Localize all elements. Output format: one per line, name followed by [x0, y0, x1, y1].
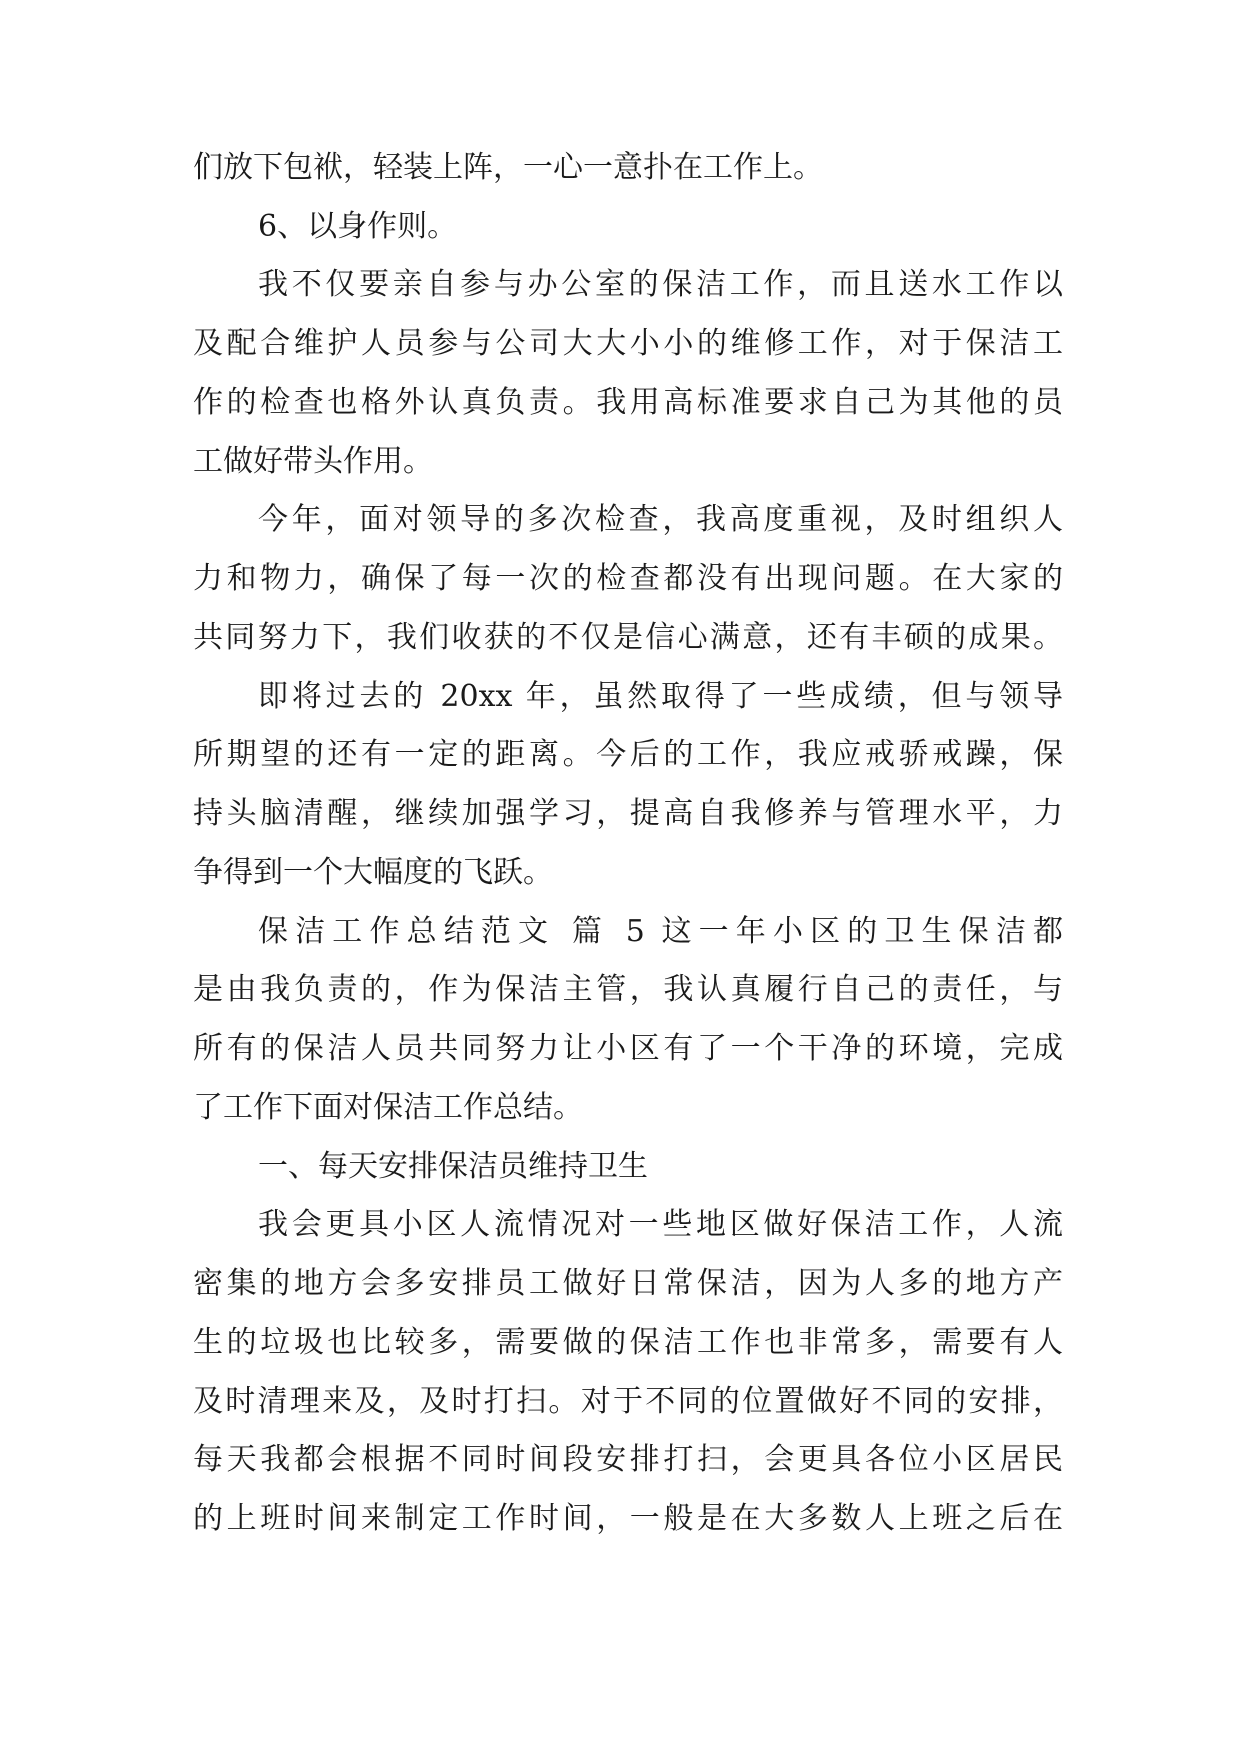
paragraph-line: 争得到一个大幅度的飞跃。 — [193, 855, 553, 890]
paragraph-line: 即将过去的 20xx 年，虽然取得了一些成绩，但与领导 — [258, 679, 1063, 714]
paragraph-line: 生的垃圾也比较多，需要做的保洁工作也非常多，需要有人 — [193, 1325, 1063, 1360]
paragraph-line: 的上班时间来制定工作时间，一般是在大多数人上班之后在 — [193, 1501, 1063, 1536]
paragraph-line: 作的检查也格外认真负责。我用高标准要求自己为其他的员 — [193, 385, 1063, 420]
paragraph-line: 工做好带头作用。 — [193, 444, 433, 479]
paragraph-line: 所有的保洁人员共同努力让小区有了一个干净的环境，完成 — [193, 1031, 1063, 1066]
paragraph-line: 们放下包袱，轻装上阵，一心一意扑在工作上。 — [193, 150, 823, 185]
paragraph-line: 是由我负责的，作为保洁主管，我认真履行自己的责任，与 — [193, 972, 1063, 1007]
paragraph-line: 我会更具小区人流情况对一些地区做好保洁工作，人流 — [258, 1207, 1063, 1242]
paragraph-line: 持头脑清醒，继续加强学习，提高自我修养与管理水平，力 — [193, 796, 1063, 831]
paragraph-line: 力和物力，确保了每一次的检查都没有出现问题。在大家的 — [193, 561, 1063, 596]
paragraph-line: 及配合维护人员参与公司大大小小的维修工作，对于保洁工 — [193, 326, 1063, 361]
paragraph-line: 及时清理来及，及时打扫。对于不同的位置做好不同的安排， — [193, 1384, 1063, 1419]
paragraph-line: 共同努力下，我们收获的不仅是信心满意，还有丰硕的成果。 — [193, 620, 1063, 655]
subheading-line: 一、每天安排保洁员维持卫生 — [258, 1149, 648, 1184]
paragraph-line: 每天我都会根据不同时间段安排打扫，会更具各位小区居民 — [193, 1442, 1063, 1477]
section-heading-line: 保洁工作总结范文 篇 5 这一年小区的卫生保洁都 — [258, 914, 1063, 949]
paragraph-line: 所期望的还有一定的距离。今后的工作，我应戒骄戒躁，保 — [193, 737, 1063, 772]
paragraph-line: 6、以身作则。 — [258, 209, 458, 244]
paragraph-line: 今年，面对领导的多次检查，我高度重视，及时组织人 — [258, 502, 1063, 537]
paragraph-line: 密集的地方会多安排员工做好日常保洁，因为人多的地方产 — [193, 1266, 1063, 1301]
paragraph-line: 了工作下面对保洁工作总结。 — [193, 1090, 583, 1125]
paragraph-line: 我不仅要亲自参与办公室的保洁工作，而且送水工作以 — [258, 267, 1063, 302]
